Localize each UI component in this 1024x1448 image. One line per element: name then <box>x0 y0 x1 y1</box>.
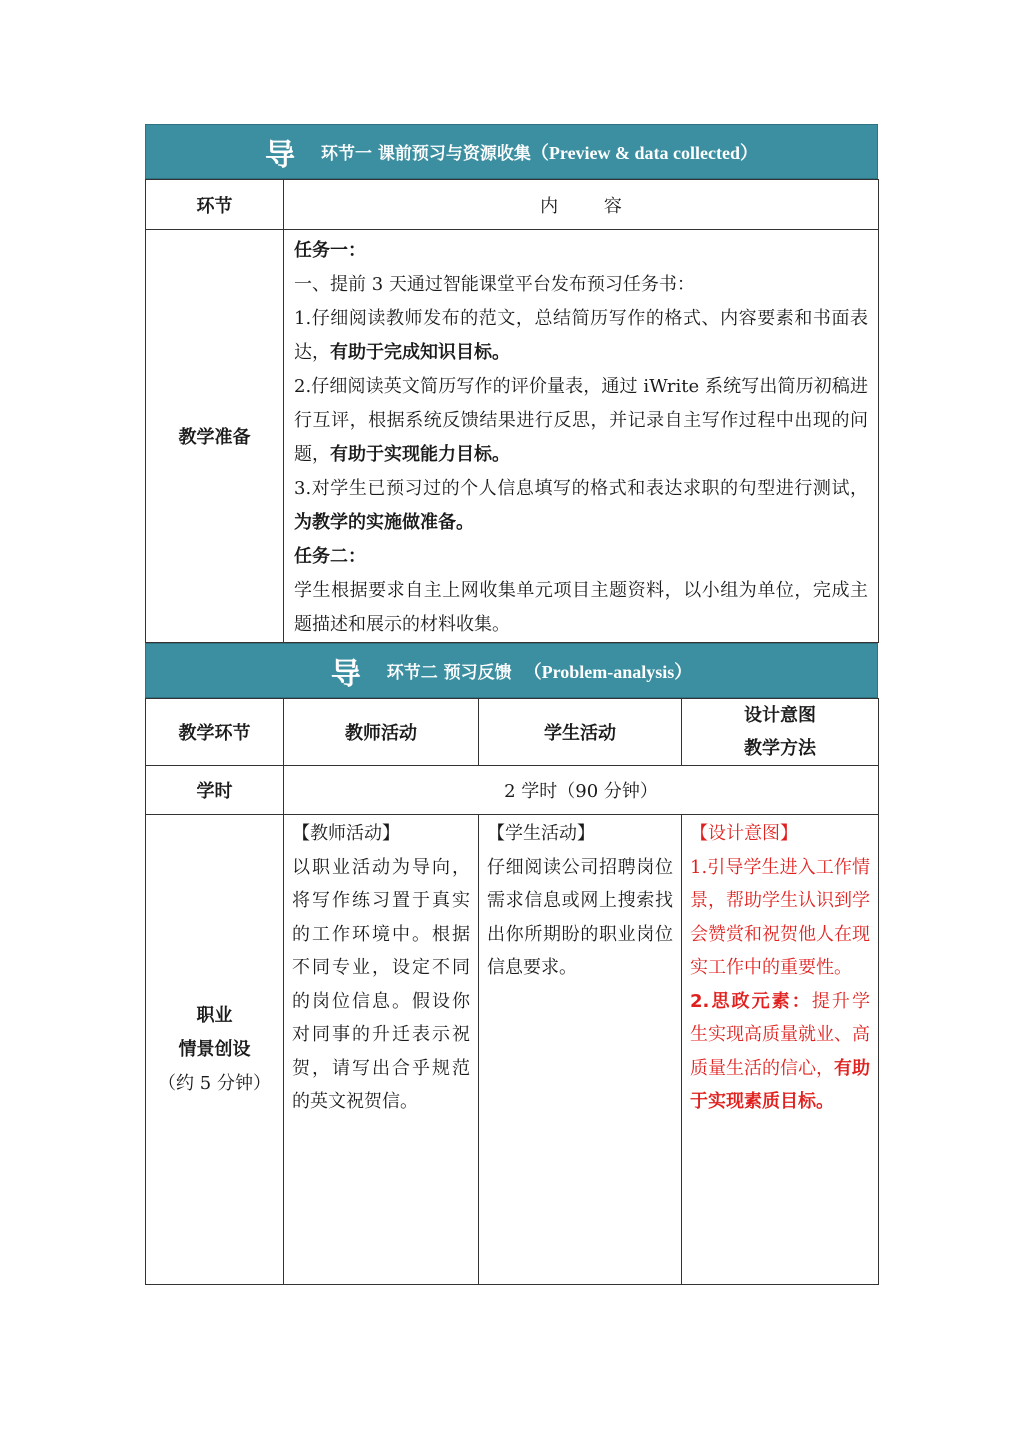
lesson-plan-document <box>145 124 878 1285</box>
teacher-activity-cell <box>284 815 479 1285</box>
col-header-student: 学生活动 <box>479 699 682 766</box>
ideology-text: 提升学生实现高质量就业、高质量生活的信心， <box>690 990 870 1079</box>
col-header-design-line2: 教学方法 <box>744 738 816 759</box>
task1-item3 <box>294 472 868 540</box>
student-activity-title: 【学生活动】 <box>487 823 595 844</box>
scenario-label-line2: 情景创设 <box>178 1038 251 1060</box>
student-activity-text: 仔细阅读公司招聘岗位需求信息或网上搜索找出你所期盼的职业岗位信息要求。 <box>487 856 673 978</box>
ideology-label: 2.思政元素： <box>690 990 812 1012</box>
col-header-stage: 教学环节 <box>146 699 284 766</box>
col-header-design-line1: 设计意图 <box>744 705 816 726</box>
col-header-design <box>682 699 879 766</box>
item2-bold: 有助于实现能力目标。 <box>330 444 510 465</box>
ideology-bold: 有助于实现素质目标。 <box>690 1057 870 1112</box>
student-activity-cell <box>479 815 682 1285</box>
design-intent-cell <box>682 815 879 1285</box>
scenario-label-line3: （约 5 分钟） <box>158 1072 271 1094</box>
section1-stage-english: （Preview & data collected） <box>530 142 759 163</box>
design-intent-item2 <box>690 985 870 1119</box>
item3-text: 3.对学生已预习过的个人信息填写的格式和表达求职的句型进行测试， <box>294 478 868 499</box>
task2-title: 任务二： <box>294 546 366 567</box>
task1-item1 <box>294 302 868 370</box>
section1-banner <box>145 124 878 179</box>
section2-table <box>145 698 879 1285</box>
header-stage-cell: 环节 <box>146 180 284 230</box>
item1-text: 1.仔细阅读教师发布的范文，总结简历写作的格式、内容要素和书面表达， <box>294 308 868 363</box>
teaching-prep-label: 教学准备 <box>146 230 284 643</box>
item1-bold: 有助于完成知识目标。 <box>330 342 510 363</box>
col-header-teacher: 教师活动 <box>284 699 479 766</box>
task1-title: 任务一： <box>294 240 366 261</box>
item2-text: 2.仔细阅读英文简历写作的评价量表，通过 iWrite 系统写出简历初稿进行互评，根据系统反馈结果进行反思，并记录自主写作过程中出现的问题， <box>294 376 868 465</box>
header-content-label: 内 容 <box>540 195 622 217</box>
header-content-cell <box>284 180 879 230</box>
section1-stage-title: 环节一 课前预习与资源收集 <box>320 144 531 164</box>
task1-line1: 一、提前 3 天通过智能课堂平台发布预习任务书： <box>294 274 695 295</box>
section1-table <box>145 179 879 643</box>
teacher-activity-text: 以职业活动为导向，将写作练习置于真实的工作环境中。根据不同专业，设定不同的岗位信息。假设你对同事的升迁表示祝贺，请写出合乎规范的英文祝贺信。 <box>292 856 470 1112</box>
hours-label: 学时 <box>146 766 284 815</box>
guide-icon: 导 <box>330 656 361 692</box>
section2-stage-title: 环节二 预习反馈 <box>386 663 512 683</box>
guide-icon: 导 <box>264 137 295 173</box>
scenario-label-cell <box>146 815 284 1285</box>
scenario-label-line1: 职业 <box>196 1004 233 1026</box>
section2-stage-english: （Problem-analysis） <box>523 661 693 682</box>
teacher-activity-title: 【教师活动】 <box>292 823 400 844</box>
teaching-prep-content <box>284 230 879 643</box>
hours-value: 2 学时（90 分钟） <box>284 766 879 815</box>
design-intent-title: 【设计意图】 <box>690 823 798 844</box>
task1-item2 <box>294 370 868 472</box>
design-intent-item1: 1.引导学生进入工作情景，帮助学生认识到学会赞赏和祝贺他人在现实工作中的重要性。 <box>690 856 870 978</box>
item3-bold: 为教学的实施做准备。 <box>294 512 474 533</box>
section2-banner <box>145 643 878 698</box>
task2-text: 学生根据要求自主上网收集单元项目主题资料，以小组为单位，完成主题描述和展示的材料收集。 <box>294 580 868 635</box>
